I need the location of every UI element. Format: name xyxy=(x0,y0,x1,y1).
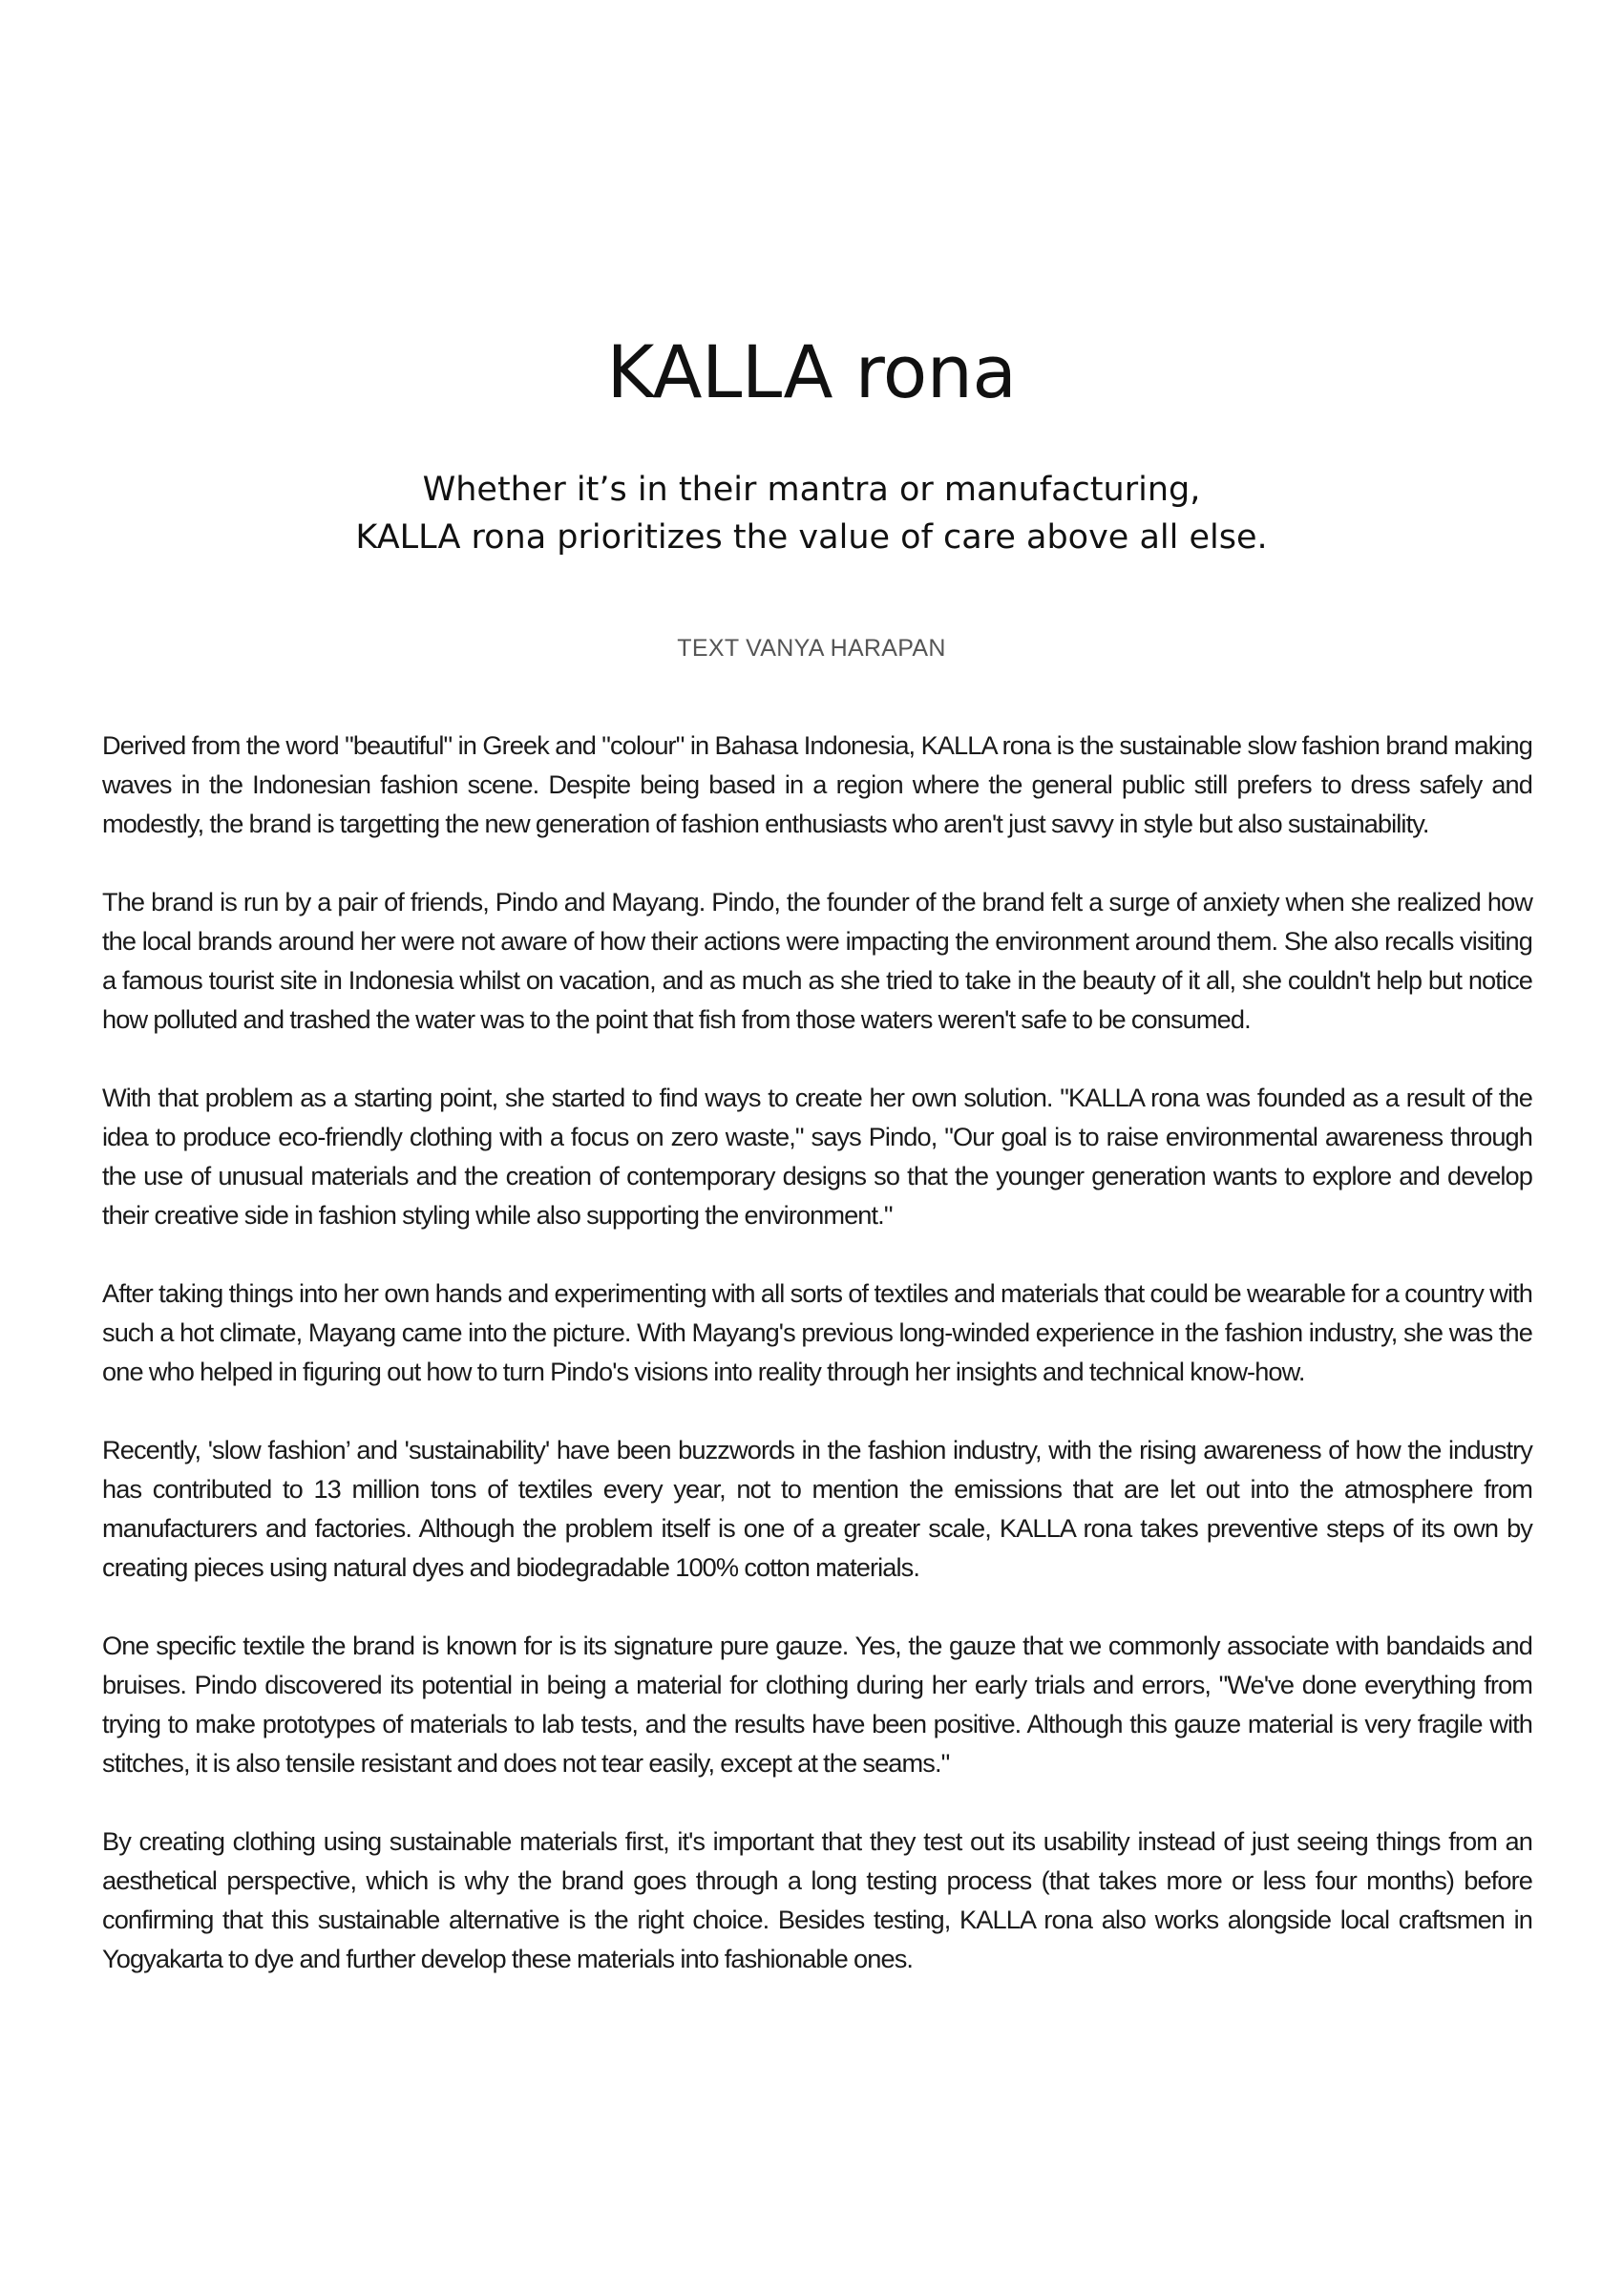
article-subtitle xyxy=(0,466,1623,561)
article-byline: TEXT VANYA HARAPAN xyxy=(677,635,946,662)
body-paragraph: By creating clothing using sustainable materials first, it's important that they test out its usability instead of just seeing things from an aesthetical perspective, which is why the brand goes through a long testing process (that takes more or less four months) before confirming that this sustainable alternative is the right choice. Besides testing, KALLA rona also works alongside local craftsmen in Yogyakarta to dye and further develop these materials into fashionable ones. xyxy=(102,1826,1532,1973)
article-title: KALLA rona xyxy=(606,329,1017,414)
body-paragraph: After taking things into her own hands and experimenting with all sorts of textiles and materials that could be wearable for a country with such a hot climate, Mayang came into the picture. With Mayang's previous long-winded experience in the fashion industry, she was the one who helped in figuring out how to turn Pindo's visions into reality through her insights and technical know-how. xyxy=(102,1278,1532,1386)
body-paragraph: Derived from the word "beautiful" in Greek and "colour" in Bahasa Indonesia, KALLA rona is the sustainable slow fashion brand making waves in the Indonesian fashion scene. Despite being based in a region where the general public still prefers to dress safely and modestly, the brand is targetting the new generation of fashion enthusiasts who aren't just savvy in style but also sustainability. xyxy=(102,730,1532,838)
body-paragraph: One specific textile the brand is known for is its signature pure gauze. Yes, the gauze that we commonly associate with bandaids and bruises. Pindo discovered its potential in being a material for clothing during her early trials and errors, "We've done everything from trying to make prototypes of materials to lab tests, and the results have been positive. Although this gauze material is very fragile with stitches, it is also tensile resistant and does not tear easily, except at the seams." xyxy=(102,1631,1532,1778)
body-paragraph: With that problem as a starting point, she started to find ways to create her own solution. "KALLA rona was founded as a result of the idea to produce eco-friendly clothing with a focus on zero waste," says Pindo, "Our goal is to raise environmental awareness through the use of unusual materials and the creation of contemporary designs so that the younger generation wants to explore and develop their creative side in fashion styling while also supporting the environment." xyxy=(102,1083,1532,1230)
subtitle-line: KALLA rona prioritizes the value of care above all else. xyxy=(355,518,1268,557)
article-body xyxy=(102,726,1532,1978)
body-paragraph: The brand is run by a pair of friends, Pindo and Mayang. Pindo, the founder of the brand felt a surge of anxiety when she realized how the local brands around her were not aware of how their actions were impacting the environment around them. She also recalls visiting a famous tourist site in Indonesia whilst on vacation, and as much as she tried to take in the beauty of it all, she couldn't help but notice how polluted and trashed the water was to the point that fish from those waters weren't safe to be consumed. xyxy=(102,887,1532,1034)
body-paragraph: Recently, 'slow fashion’ and 'sustainability' have been buzzwords in the fashion industry, with the rising awareness of how the industry has contributed to 13 million tons of textiles every year, not to mention the emissions that are let out into the atmosphere from manufacturers and factories. Although the problem itself is one of a greater scale, KALLA rona takes preventive steps of its own by creating pieces using natural dyes and biodegradable 100% cotton materials. xyxy=(102,1435,1532,1582)
subtitle-line: Whether it’s in their mantra or manufacturing, xyxy=(422,471,1201,509)
